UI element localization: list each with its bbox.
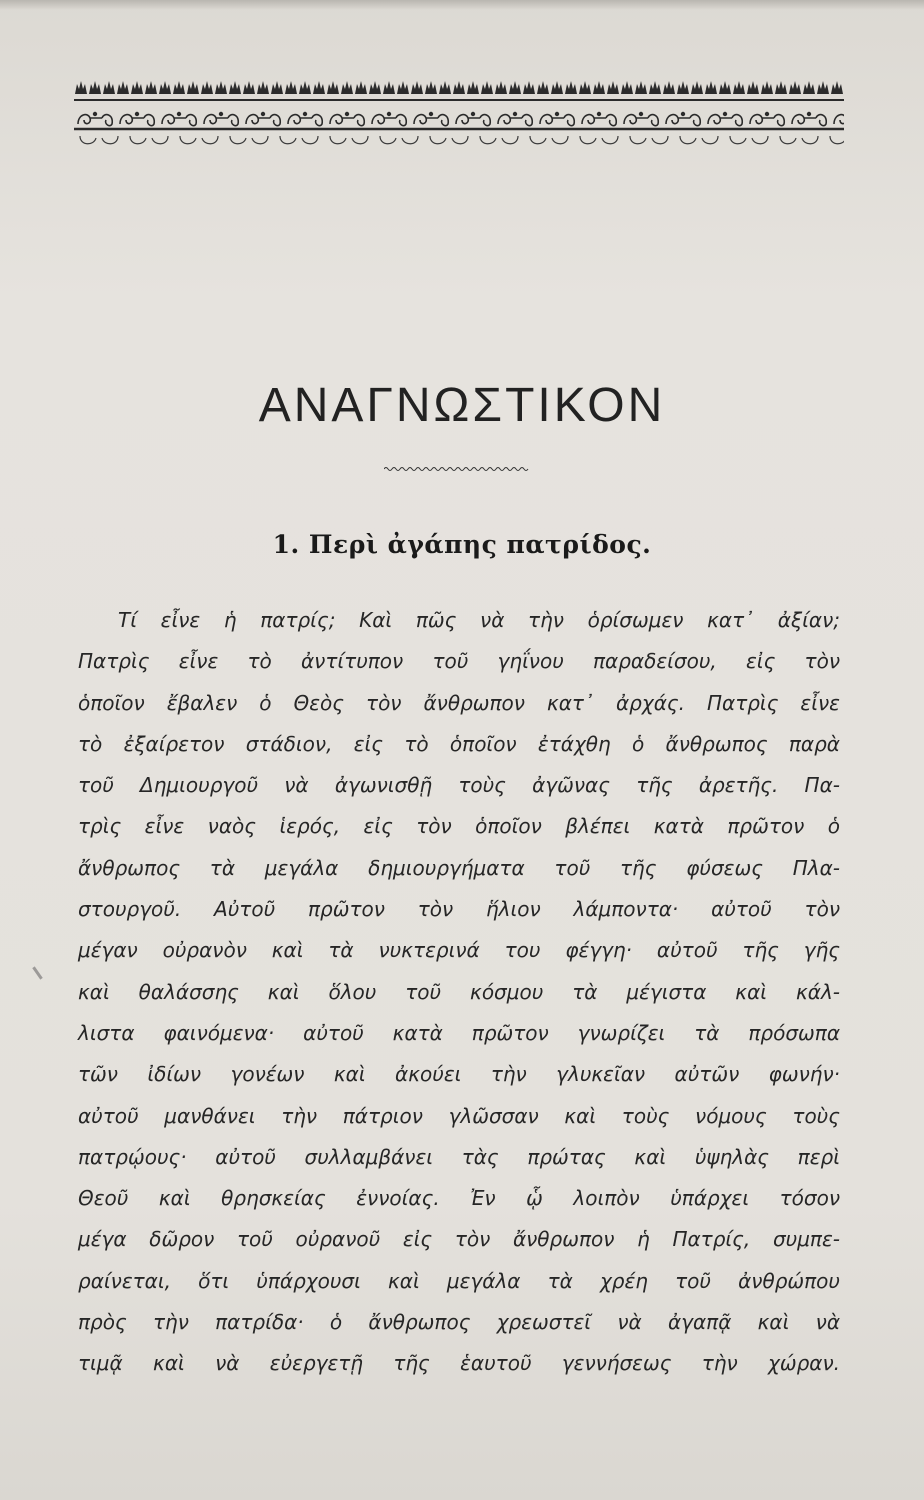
stray-ink-mark [32,966,42,979]
text-line: πατρῴους· αὐτοῦ συλλαμβάνει τὰς πρώτας καὶ ὑψηλὰς περὶ [78,1144,840,1169]
text-line: τιμᾷ καὶ νὰ εὐεργετῇ τῆς ἑαυτοῦ γεννήσεως τὴν χώραν. [78,1351,840,1376]
text-line: Θεοῦ καὶ θρησκείας ἐννοίας. Ἐν ᾧ λοιπὸν ὑπάρχει τόσον [78,1186,840,1211]
text-line: ραίνεται, ὅτι ὑπάρχουσι καὶ μεγάλα τὰ χρέη τοῦ ἀνθρώπου [78,1268,840,1293]
text-line: ὁποῖον ἔβαλεν ὁ Θεὸς τὸν ἄνθρωπον κατ᾽ ἀρχάς. Πατρὶς εἶνε [78,690,840,715]
text-line: Πατρὶς εἶνε τὸ ἀντίτυπον τοῦ γηΐνου παραδείσου, εἰς τὸν [78,649,840,674]
text-line: Τί εἶνε ἡ πατρίς; Καὶ πῶς νὰ τὴν ὁρίσωμεν κατ᾽ ἀξίαν; [118,608,840,632]
text-line: τὸ ἐξαίρετον στάδιον, εἰς τὸ ὁποῖον ἐτάχθη ὁ ἄνθρωπος παρὰ [78,731,840,756]
text-line: πρὸς τὴν πατρίδα· ὁ ἄνθρωπος χρεωστεῖ νὰ ἀγαπᾷ καὶ νὰ [78,1310,840,1335]
text-line: λιστα φαινόμενα· αὐτοῦ κατὰ πρῶτον γνωρίζει τὰ πρόσωπα [78,1020,840,1045]
page-edge-shadow [0,0,924,10]
text-line: καὶ θαλάσσης καὶ ὅλου τοῦ κόσμου τὰ μέγιστα καὶ κάλ- [78,979,840,1004]
text-line: μέγαν οὐρανὸν καὶ τὰ νυκτερινά του φέγγη· αὐτοῦ τῆς γῆς [78,938,840,963]
section-heading: 1. Περὶ ἀγάπης πατρίδος. [272,530,652,559]
page-title: ΑΝΑΓΝΩΣΤΙΚΟΝ [258,379,666,432]
text-line: τοῦ Δημιουργοῦ νὰ ἀγωνισθῇ τοὺς ἀγῶνας τῆς ἀρετῆς. Πα- [78,773,840,798]
body-paragraph [78,600,840,1385]
text-line: αὐτοῦ μανθάνει τὴν πάτριον γλῶσσαν καὶ τοὺς νόμους τοὺς [78,1103,840,1128]
text-line: στουργοῦ. Αὐτοῦ πρῶτον τὸν ἥλιον λάμποντα· αὐτοῦ τὸν [78,897,840,922]
wavy-divider [384,466,530,472]
text-line: τῶν ἰδίων γονέων καὶ ἀκούει τὴν γλυκεῖαν αὐτῶν φωνήν· [78,1062,840,1087]
text-line: μέγα δῶρον τοῦ οὐρανοῦ εἰς τὸν ἄνθρωπον ἡ Πατρίς, συμπε- [78,1227,840,1252]
decorative-header-ornament [74,78,844,150]
text-line: ἄνθρωπος τὰ μεγάλα δημιουργήματα τοῦ τῆς φύσεως Πλα- [78,855,840,880]
text-line: τρὶς εἶνε ναὸς ἱερός, εἰς τὸν ὁποῖον βλέπει κατὰ πρῶτον ὁ [78,814,840,839]
